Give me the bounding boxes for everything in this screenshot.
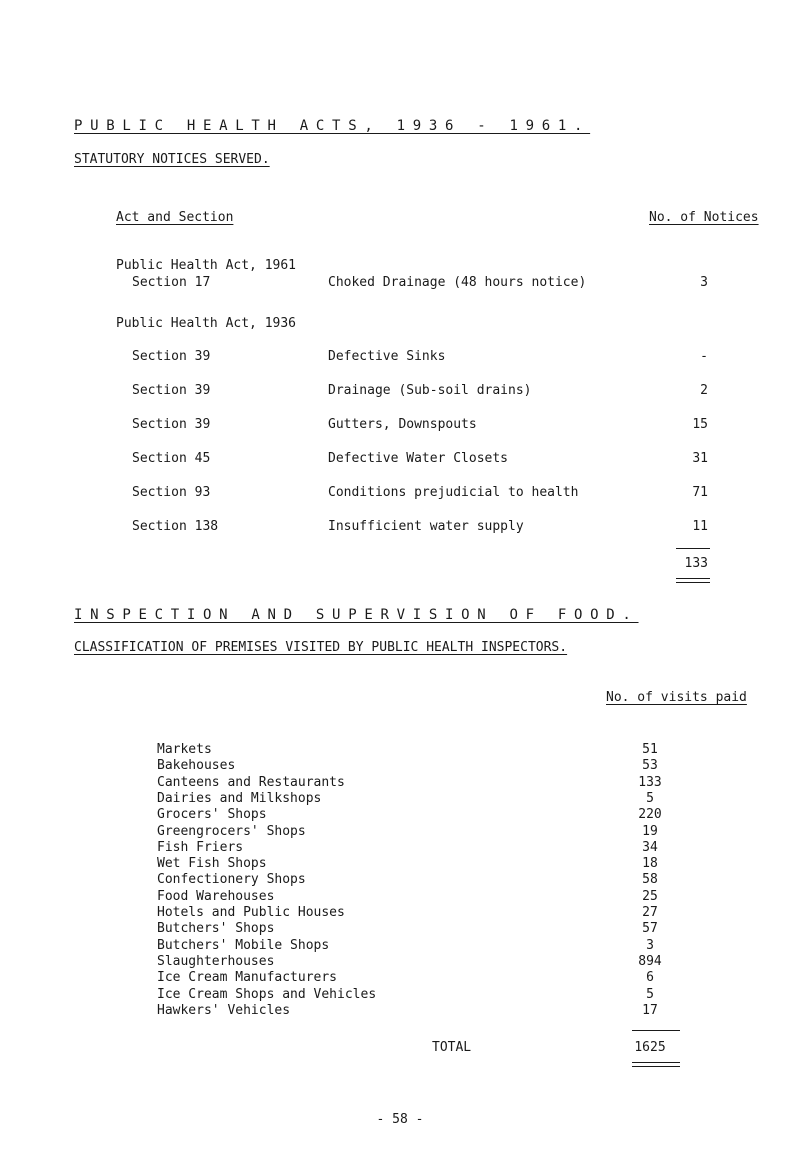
food-premises-label: Confectionery Shops <box>157 872 306 887</box>
food-premises-label: Butchers' Mobile Shops <box>157 938 330 953</box>
food-total: 1625 <box>634 1040 666 1055</box>
notice-row-description: Conditions prejudicial to health <box>328 485 579 500</box>
food-premises-label: Bakehouses <box>157 758 236 773</box>
act-1961-count: 3 <box>700 275 708 290</box>
food-premises-label: Butchers' Shops <box>157 921 275 936</box>
food-premises-count: 57 <box>642 921 658 936</box>
col-no-of-visits: No. of visits paid <box>606 690 747 705</box>
notice-row-count: 11 <box>692 519 708 534</box>
food-section-title: INSPECTION AND SUPERVISION OF FOOD. <box>74 607 639 623</box>
col-no-of-notices: No. of Notices <box>649 210 759 225</box>
act-1961-title: Public Health Act, 1961 <box>116 258 297 273</box>
food-premises-count: 53 <box>642 758 658 773</box>
food-premises-label: Greengrocers' Shops <box>157 824 306 839</box>
food-premises-count: 18 <box>642 856 658 871</box>
food-premises-label: Ice Cream Manufacturers <box>157 970 338 985</box>
food-premises-count: 220 <box>638 807 662 822</box>
notice-row-section: Section 93 <box>132 485 211 500</box>
food-premises-count: 27 <box>642 905 658 920</box>
notice-row-count: 2 <box>700 383 708 398</box>
food-premises-count: 3 <box>646 938 654 953</box>
notice-row-count: - <box>700 349 708 364</box>
page-number: - 58 - <box>376 1112 424 1127</box>
food-premises-count: 58 <box>642 872 658 887</box>
food-premises-label: Hotels and Public Houses <box>157 905 345 920</box>
food-premises-label: Slaughterhouses <box>157 954 275 969</box>
notices-total: 133 <box>684 556 708 571</box>
total-rule <box>676 548 710 549</box>
food-premises-label: Food Warehouses <box>157 889 275 904</box>
food-premises-count: 51 <box>642 742 658 757</box>
notice-row-section: Section 39 <box>132 383 211 398</box>
food-premises-label: Canteens and Restaurants <box>157 775 345 790</box>
food-premises-count: 17 <box>642 1003 658 1018</box>
notice-row-section: Section 39 <box>132 417 211 432</box>
food-premises-count: 6 <box>646 970 654 985</box>
notice-row-description: Defective Sinks <box>328 349 446 364</box>
notice-row-description: Gutters, Downspouts <box>328 417 477 432</box>
act-1961-description: Choked Drainage (48 hours notice) <box>328 275 587 290</box>
food-premises-label: Fish Friers <box>157 840 244 855</box>
col-act-and-section: Act and Section <box>116 210 234 225</box>
food-premises-count: 19 <box>642 824 658 839</box>
food-premises-count: 5 <box>646 791 654 806</box>
act-1961-section: Section 17 <box>132 275 211 290</box>
page-title: PUBLIC HEALTH ACTS, 1936 - 1961. <box>74 118 591 134</box>
food-total-rule <box>632 1030 680 1031</box>
notice-row-description: Defective Water Closets <box>328 451 509 466</box>
act-1936-title: Public Health Act, 1936 <box>116 316 297 331</box>
notice-row-count: 31 <box>692 451 708 466</box>
food-premises-count: 25 <box>642 889 658 904</box>
food-premises-count: 34 <box>642 840 658 855</box>
food-premises-label: Grocers' Shops <box>157 807 267 822</box>
food-premises-count: 133 <box>638 775 662 790</box>
notices-subtitle: STATUTORY NOTICES SERVED. <box>74 152 270 167</box>
food-premises-label: Dairies and Milkshops <box>157 791 322 806</box>
total-double-rule <box>676 578 710 583</box>
notice-row-section: Section 45 <box>132 451 211 466</box>
food-premises-label: Hawkers' Vehicles <box>157 1003 291 1018</box>
food-premises-label: Ice Cream Shops and Vehicles <box>157 987 377 1002</box>
food-total-label: TOTAL <box>432 1040 472 1055</box>
notice-row-description: Drainage (Sub-soil drains) <box>328 383 532 398</box>
notice-row-section: Section 138 <box>132 519 219 534</box>
food-premises-count: 5 <box>646 987 654 1002</box>
food-total-double-rule <box>632 1062 680 1067</box>
food-premises-label: Markets <box>157 742 212 757</box>
notice-row-section: Section 39 <box>132 349 211 364</box>
notice-row-count: 71 <box>692 485 708 500</box>
notice-row-count: 15 <box>692 417 708 432</box>
food-premises-count: 894 <box>638 954 662 969</box>
food-premises-label: Wet Fish Shops <box>157 856 267 871</box>
food-section-subtitle: CLASSIFICATION OF PREMISES VISITED BY PUBLIC HEALTH INSPECTORS. <box>74 640 568 655</box>
notice-row-description: Insufficient water supply <box>328 519 524 534</box>
